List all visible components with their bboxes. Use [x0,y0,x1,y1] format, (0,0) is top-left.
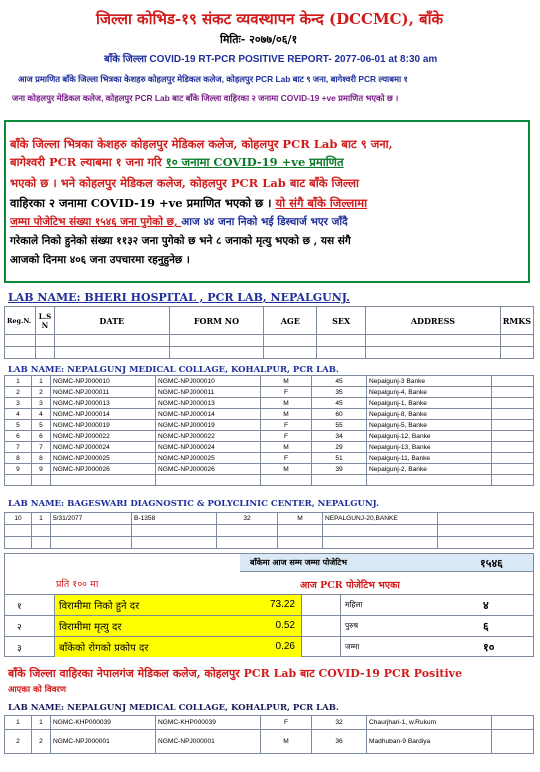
cell-reg: 2 [5,387,32,398]
outside-intro-1: बाँके जिल्ला वाहिरका नेपालगंज मेडिकल कलेज, कोहलपुर PCR Lab बाट COVID-19 PCR Positive [8,667,463,680]
notice-line-6: गरेकाले निको हुनेको संख्या ११३२ जना पुगेको छ भने ८ जनाको मृत्यु भएको छ , यस संगै [10,235,351,247]
cell-form: B-1358 [132,513,217,525]
table-row [5,537,534,549]
cell-address: NEPALGUNJ-20,BANKE [323,513,438,525]
cell-sex: F [261,431,312,442]
cell-age: 32 [312,716,367,730]
cell-reg: 4 [5,409,32,420]
cell-reg: 9 [5,464,32,475]
cell-address: Chaurjhari-1, w.Rukum [367,716,492,730]
stats-row-label: विरामीमा निको हुने दर [59,601,140,612]
cell-address: Nepalgunj-1, Banke [367,398,492,409]
cell-sex: M [261,409,312,420]
cell-form: NGMC-NPJ000026 [156,464,261,475]
cell-id: NGMC-NPJ000011 [51,387,156,398]
cell-sex: M [261,464,312,475]
header-address: ADDRESS [366,307,501,335]
stats-row-count: १० [483,641,495,654]
cell-sex: M [261,376,312,387]
cell-form: NGMC-NPJ000013 [156,398,261,409]
cell-reg: 5 [5,420,32,431]
stats-row-number: १ [17,602,22,612]
cell-id: NGMC-NPJ000022 [51,431,156,442]
cell-address: Nepalgunj-3 Banke [367,376,492,387]
stats-row-value: 73.22 [269,599,295,610]
outside-table [4,715,534,754]
cell-ls: 7 [32,442,51,453]
stats-row-label: विरामीमा मृत्यु दर [59,622,122,633]
cell-date: 5/31/2077 [51,513,132,525]
cell-address: Nepalgunj-2, Banke [367,464,492,475]
table-row [5,442,534,453]
report-subtitle: बाँके जिल्ला COVID-19 RT-PCR POSITIVE REPORT- 2077-06-01 at 8:30 am [104,54,438,65]
table-row [5,335,534,347]
notice-line-4 [10,196,367,211]
cell-id: NGMC-NPJ000010 [51,376,156,387]
header-rmks: RMKS [500,307,533,335]
table-row [5,453,534,464]
lab-name-bageswari: LAB NAME: BAGESWARI DIAGNOSTIC & POLYCLINIC CENTER, NEPALGUNJ. [8,499,379,509]
notice-line-5b: आज ४४ जना निको भई डिस्चार्ज भएर जाँदै [181,216,348,228]
stats-row-divider [340,616,341,636]
cell-address: Nepalgunj-11, Banke [367,453,492,464]
table-row [5,716,534,730]
cell-rmks [492,453,534,464]
stats-row-count: ६ [483,620,489,633]
cell-age: 34 [312,431,367,442]
table-row [5,398,534,409]
table-row [5,431,534,442]
cell-age: 45 [312,376,367,387]
notice-line-5 [10,215,348,229]
cell-ls: 6 [32,431,51,442]
cell-rmks [492,716,534,730]
stats-row-label: बाँकेको रोगको प्रकोप दर [59,643,149,654]
cell-form: NGMC-NPJ000022 [156,431,261,442]
stats-row-value: 0.52 [275,620,295,631]
cell-reg: 10 [5,513,32,525]
cell-ls: 1 [32,376,51,387]
header-sex: SEX [317,307,366,335]
cell-ls: 1 [32,513,51,525]
stats-today-label: आज PCR पोजेटिभ भएका [300,580,400,591]
stats-row [5,636,533,657]
cell-sex: F [261,453,312,464]
notice-line-2 [10,155,344,170]
stats-row-divider [340,637,341,657]
cell-form: NGMC-NPJ000024 [156,442,261,453]
cell-reg: 3 [5,398,32,409]
lab-name-nmc: LAB NAME: NEPALGUNJ MEDICAL COLLAGE, KOHALPUR, PCR LAB. [8,365,339,375]
notice-line-1: बाँके जिल्ला भित्रका केशहरु कोहलपुर मेडिकल कलेज, कोहलपुर PCR Lab बाट ९ जना, [10,137,393,151]
cell-address: Nepalgunj-4, Banke [367,387,492,398]
stats-row-divider [340,595,341,615]
stats-row-category: जम्मा [345,642,360,651]
cell-age: 39 [312,464,367,475]
bageswari-table [4,512,534,549]
cell-reg: 1 [5,376,32,387]
header-age: AGE [264,307,317,335]
notice-line-4b: यो संगै बाँके जिल्लामा [275,196,368,210]
cell-sex: M [261,398,312,409]
cell-address: Nepalgunj-12, Banke [367,431,492,442]
cell-reg: 2 [5,730,32,754]
cell-sex: F [261,716,312,730]
cell-age: 45 [312,398,367,409]
cell-ls: 5 [32,420,51,431]
cell-id: NGMC-KHP000039 [51,716,156,730]
page-title: जिल्ला कोभिड-१९ संकट व्यवस्थापन केन्द (DCCMC), बाँके [96,10,444,28]
stats-row-number: ३ [17,644,22,654]
table-row [5,387,534,398]
cell-empty [261,475,312,486]
cell-ls: 9 [32,464,51,475]
stats-row-value: 0.26 [275,641,295,652]
cell-empty [367,475,492,486]
cell-sex: M [278,513,323,525]
cell-id: NGMC-NPJ000024 [51,442,156,453]
cell-ls: 4 [32,409,51,420]
cell-rmks [492,420,534,431]
cell-ls: 2 [32,730,51,754]
nmc-table [4,375,534,486]
cell-ls: 2 [32,387,51,398]
header-ls: L.S N [35,307,54,335]
cell-age: 60 [312,409,367,420]
stats-row [5,594,533,615]
cell-age: 55 [312,420,367,431]
report-date: मितिः- २०७७/०६/१ [220,33,298,46]
cell-form: NGMC-NPJ000010 [156,376,261,387]
cell-form: NGMC-NPJ000025 [156,453,261,464]
cell-sex: F [261,387,312,398]
cell-rmks [492,431,534,442]
stats-row-number: २ [17,623,22,633]
table-row [5,475,534,486]
cell-id: NGMC-NPJ000014 [51,409,156,420]
cell-rmks [492,464,534,475]
cell-rmks [492,442,534,453]
stats-row-category: महिला [345,600,363,609]
cell-address: Madhuban-9 Bardiya [367,730,492,754]
stats-total-value: १५४६ [480,557,503,570]
cell-id: NGMC-NPJ000026 [51,464,156,475]
cell-ls: 1 [32,716,51,730]
lab-name-bheri: LAB NAME: BHERI HOSPITAL , PCR LAB, NEPALGUNJ. [8,291,350,304]
cell-form: NGMC-NPJ000001 [156,730,261,754]
cell-empty [32,475,51,486]
cell-id: NGMC-NPJ000013 [51,398,156,409]
notice-line-4a: वाहिरका २ जनामा COVID-19 +ve प्रमाणित भएको छ । [10,196,276,210]
table-row [5,730,534,754]
cell-empty [156,475,261,486]
cell-age: 32 [217,513,278,525]
notice-highlight-total: १० जनामा COVID-19 +ve प्रमाणित [165,155,344,169]
header-reg: Reg.N. [5,307,36,335]
cell-form: NGMC-NPJ000019 [156,420,261,431]
cell-form: NGMC-NPJ000011 [156,387,261,398]
notice-line-3: भएको छ । भने कोहलपुर मेडिकल कलेज, कोहलपुर PCR Lab बाट बाँके जिल्ला [10,176,360,190]
table-header-row [5,307,534,335]
summary-line-2: जना कोहलपुर मेडिकल कलेज, कोहलपुर PCR Lab बाट बाँके जिल्ला वाहिरका २ जनामा COVID-19 +ve प्रमाणित भएको छ । [12,93,399,103]
cell-rmks [492,398,534,409]
cell-reg: 8 [5,453,32,464]
table-row [5,513,534,525]
cell-sex: M [261,730,312,754]
cell-rmks [492,730,534,754]
header-form: FORM NO [169,307,264,335]
cell-reg: 1 [5,716,32,730]
cell-age: 51 [312,453,367,464]
table-row [5,347,534,359]
cell-reg: 6 [5,431,32,442]
cell-form: NGMC-NPJ000014 [156,409,261,420]
stats-per100-label: प्रति १०० मा [56,579,99,590]
stats-row-category: पुरुष [345,621,359,630]
notice-line-5a: जम्मा पोजेटिभ संख्या १५४६ जना पुगेको छ, [10,216,182,228]
table-row [5,409,534,420]
cell-rmks [492,376,534,387]
cell-address: Nepalgunj-8, Banke [367,409,492,420]
header-date: DATE [54,307,169,335]
cell-form: NGMC-KHP000039 [156,716,261,730]
table-row [5,525,534,537]
cell-ls: 3 [32,398,51,409]
stats-row-count: ४ [483,599,489,612]
bheri-table [4,306,534,359]
cell-address: Nepalgunj-5, Banke [367,420,492,431]
table-row [5,376,534,387]
summary-line-1: आज प्रमाणित बाँके जिल्ला भित्रका केशहरु कोहलपुर मेडिकल कलेज, कोहलपुर PCR Lab बाट ९ जना, बागेश्वरी PCR ल्याबमा १ [18,74,408,84]
cell-empty [492,475,534,486]
cell-id: NGMC-NPJ000025 [51,453,156,464]
notice-line-7: आजको दिनमा ४०६ जना उपचारमा रहनुहुनेछ । [10,254,190,266]
cell-id: NGMC-NPJ000001 [51,730,156,754]
notice-line-2a: बागेश्वरी PCR ल्याबमा १ जना गरि [10,155,166,169]
cell-sex: F [261,420,312,431]
stats-total-label: बाँकेमा आज सम्म जम्मा पोजेटिभ [250,557,347,567]
cell-age: 35 [312,387,367,398]
stats-row [5,615,533,636]
lab-name-outside: LAB NAME: NEPALGUNJ MEDICAL COLLAGE, KOHALPUR, PCR LAB. [8,703,339,713]
cell-rmks [492,409,534,420]
cell-address: Nepalgunj-13, Banke [367,442,492,453]
table-row [5,464,534,475]
cell-sex: M [261,442,312,453]
cell-empty [5,475,32,486]
cell-empty [312,475,367,486]
cell-id: NGMC-NPJ000019 [51,420,156,431]
cell-reg: 7 [5,442,32,453]
table-row [5,420,534,431]
cell-age: 36 [312,730,367,754]
cell-rmks [492,387,534,398]
cell-empty [51,475,156,486]
cell-ls: 8 [32,453,51,464]
outside-intro-2: आएका को विवरण [8,685,67,695]
cell-age: 29 [312,442,367,453]
